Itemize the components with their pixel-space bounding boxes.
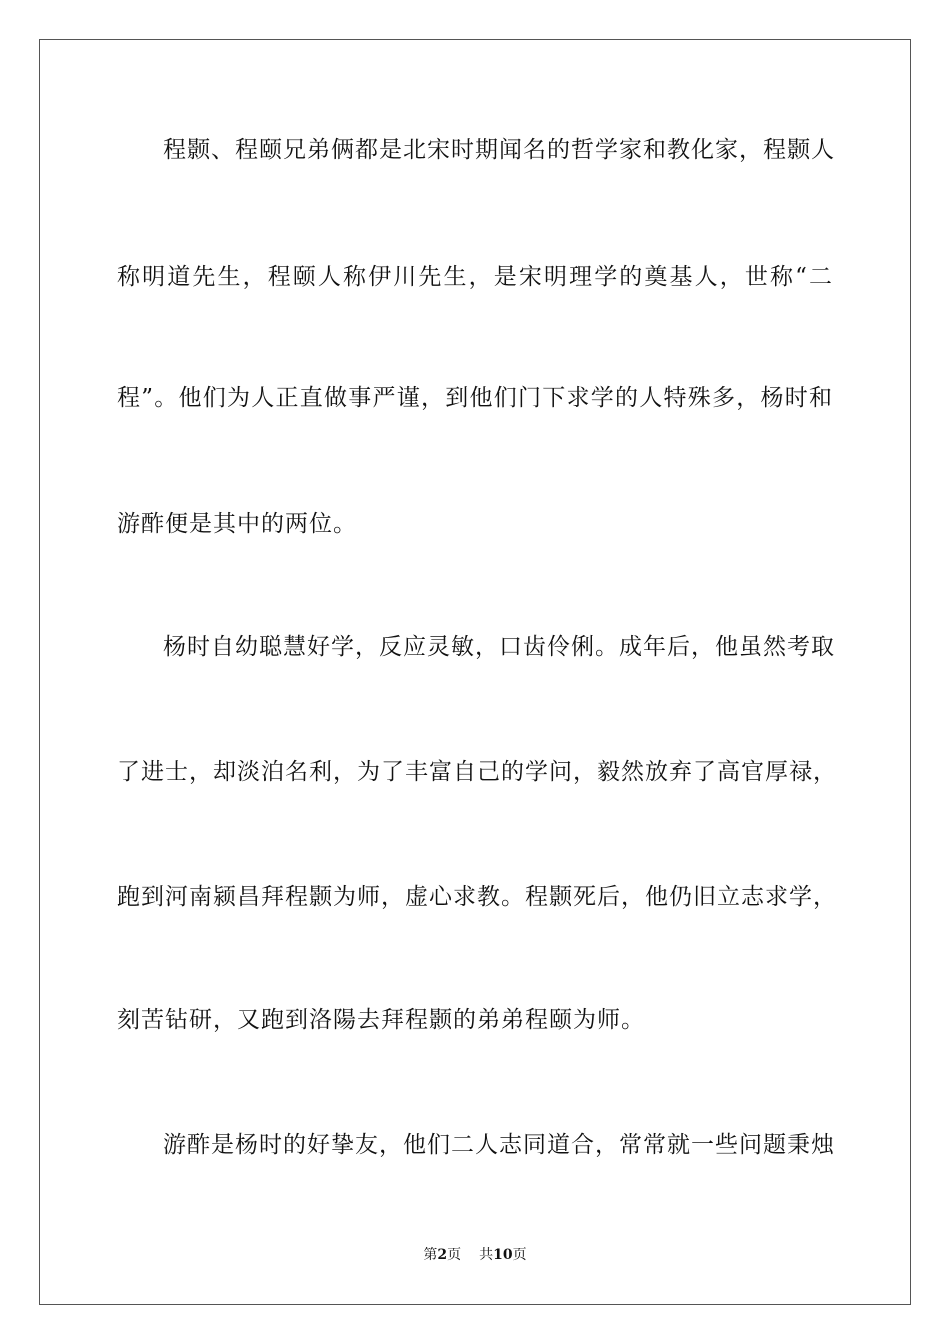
paragraph-2-line-1: 杨时自幼聪慧好学，反应灵敏，口齿伶俐。成年后，他虽然考取 <box>163 634 835 660</box>
paragraph-2-line-4: 刻苦钻研，又跑到洛陽去拜程颢的弟弟程颐为师。 <box>117 1007 645 1033</box>
paragraph-3-line-1: 游酢是杨时的好挚友，他们二人志同道合，常常就一些问题秉烛 <box>163 1132 835 1158</box>
paragraph-2-line-3: 跑到河南颍昌拜程颢为师，虚心求教。程颢死后，他仍旧立志求学， <box>117 884 837 910</box>
page-border <box>39 39 911 1305</box>
total-suffix: 页 <box>512 1247 527 1263</box>
page-number: 2 <box>437 1247 448 1263</box>
paragraph-1-line-1: 程颢、程颐兄弟俩都是北宋时期闻名的哲学家和教化家，程颢人 <box>163 137 835 163</box>
total-prefix: 共 <box>479 1247 494 1263</box>
paragraph-1-line-2: 称明道先生，程颐人称伊川先生，是宋明理学的奠基人，世称“二 <box>117 264 833 290</box>
paragraph-1-line-3: 程”。他们为人正直做事严谨，到他们门下求学的人特殊多，杨时和 <box>117 385 833 411</box>
total-pages: 10 <box>493 1247 513 1263</box>
paragraph-2-line-2: 了进士，却淡泊名利，为了丰富自己的学问，毅然放弃了高官厚禄， <box>117 759 837 785</box>
page-footer <box>0 1246 950 1264</box>
paragraph-1-line-4: 游酢便是其中的两位。 <box>117 511 357 537</box>
page-prefix: 第 <box>423 1247 438 1263</box>
page-suffix: 页 <box>447 1247 462 1263</box>
